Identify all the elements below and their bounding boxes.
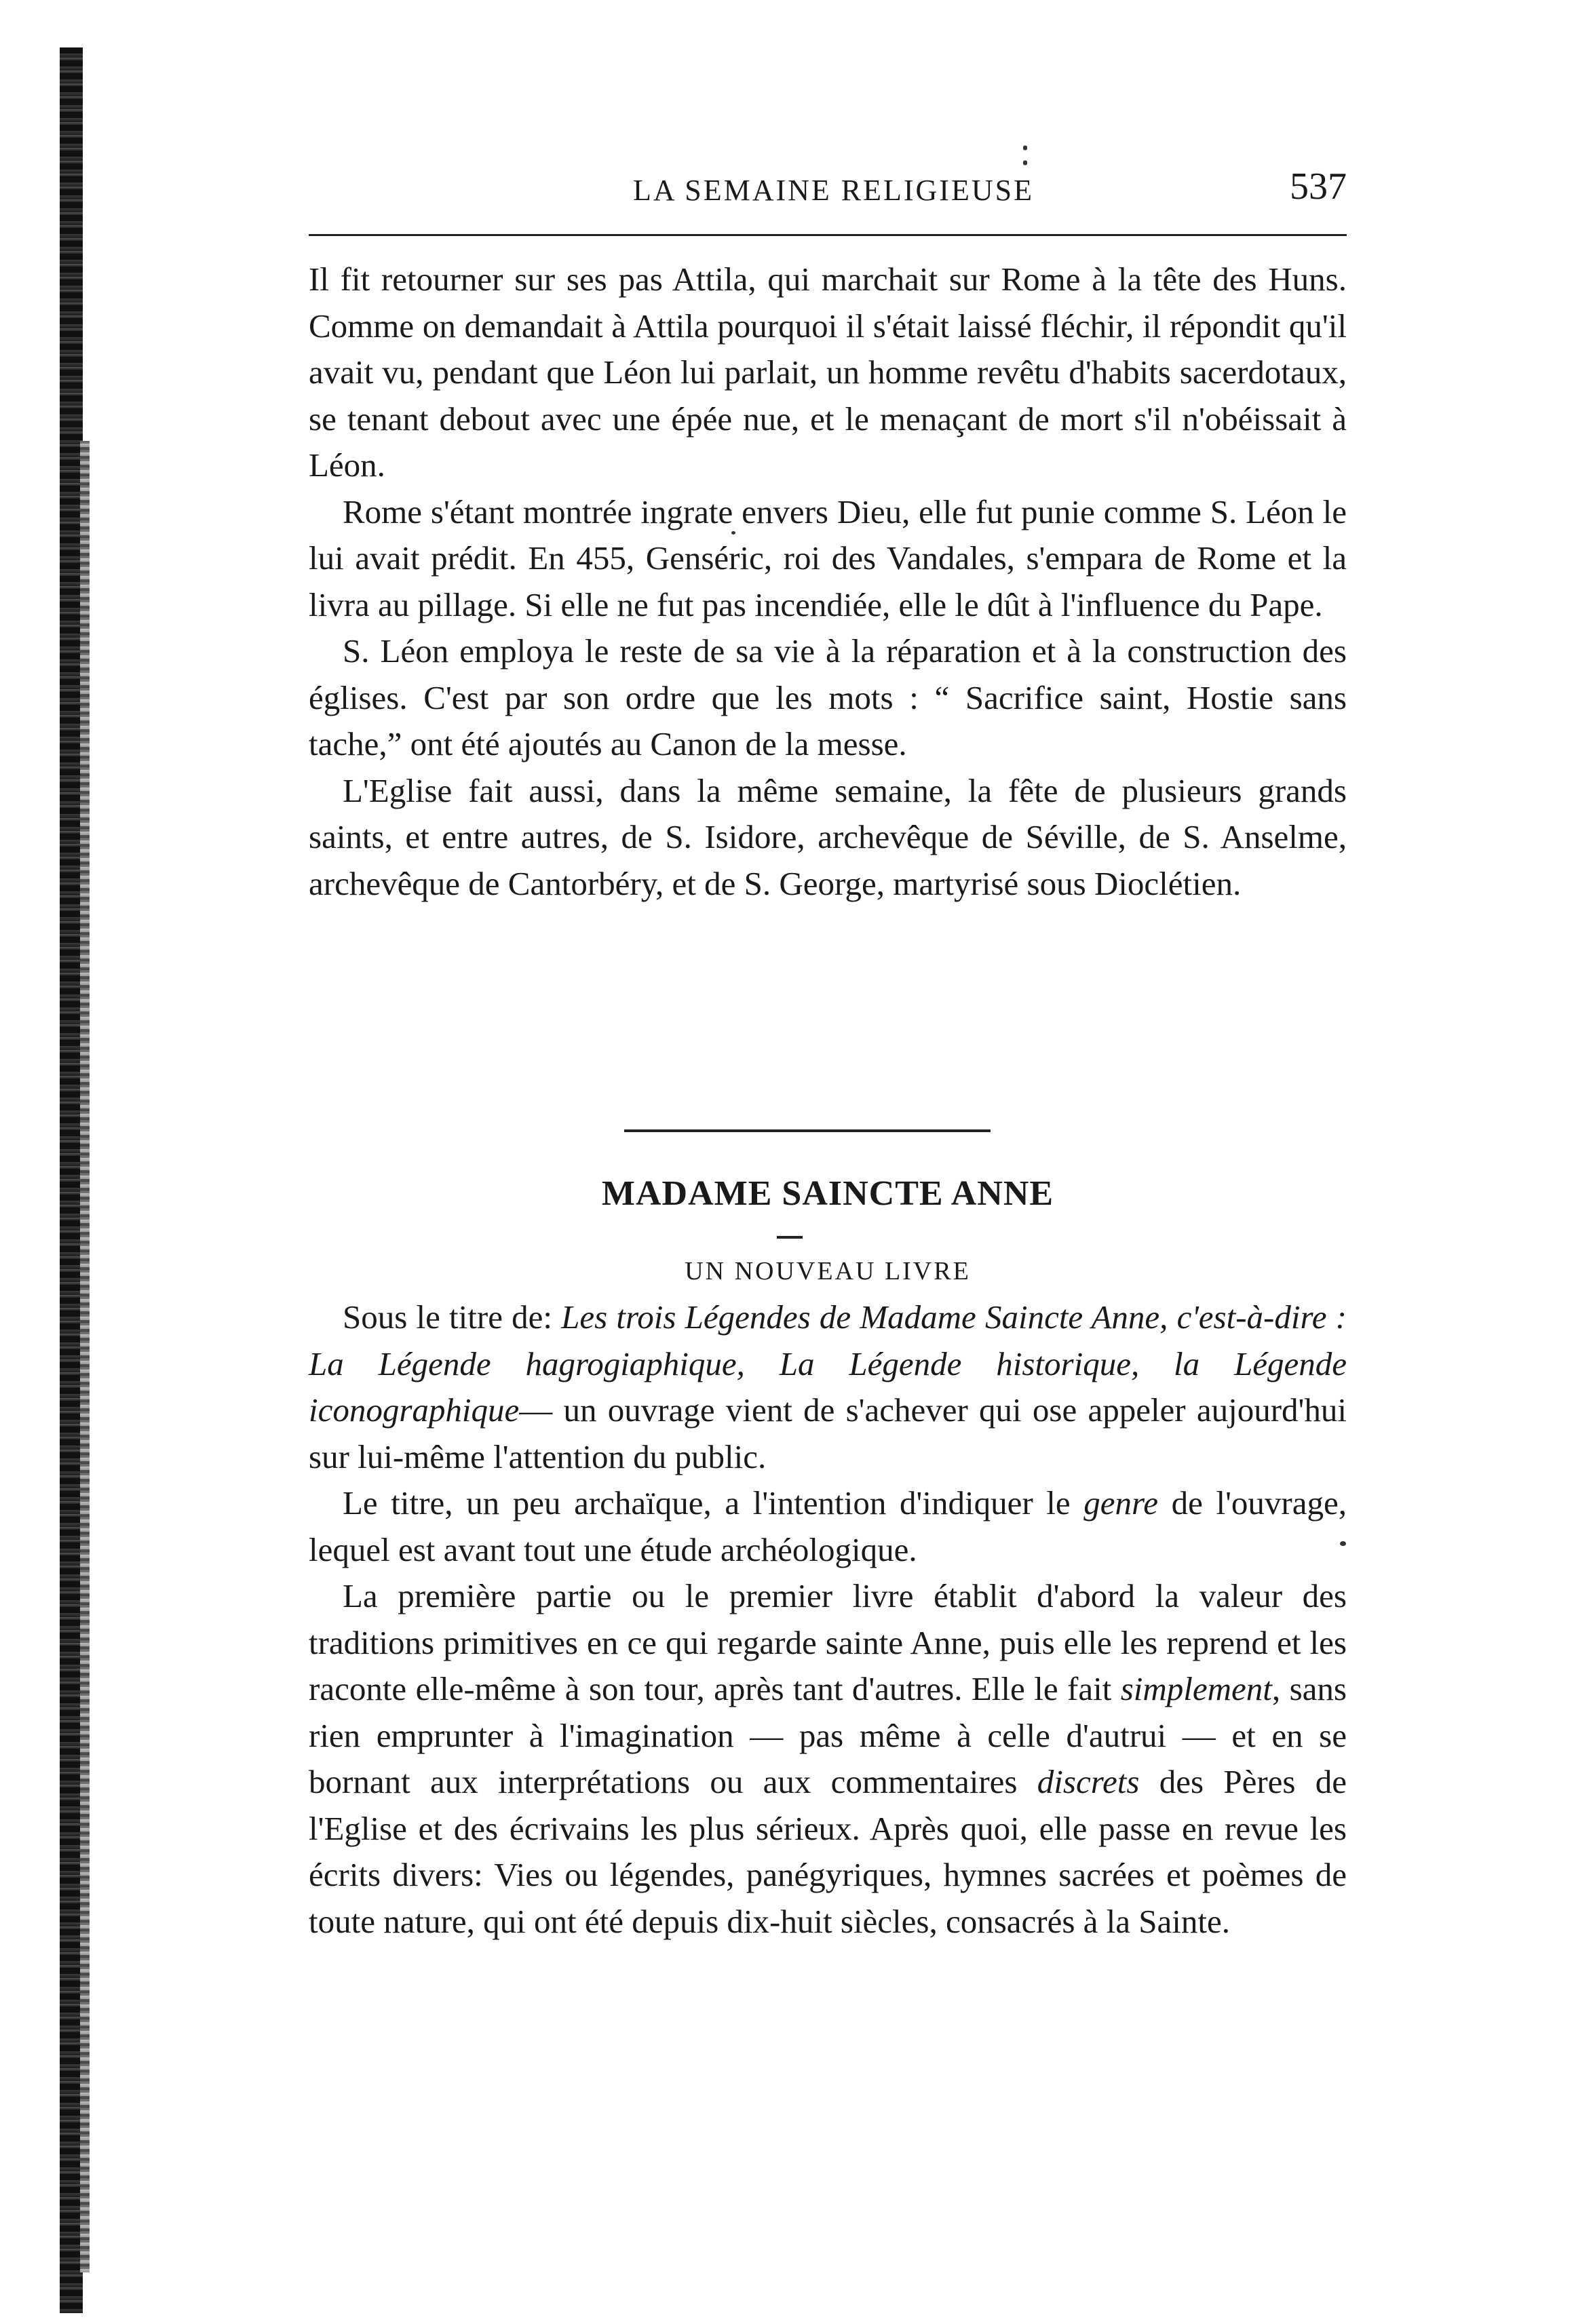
running-head: LA SEMAINE RELIGIEUSE <box>633 174 1034 207</box>
paragraph-rome: Rome s'étant montrée ingrate envers Dieu, elle fut punie comme S. Léon le lui avait prédit. En 455, Genséric, roi des Vandales, s'empara de Rome et la livra au pillage. Si elle ne fut pas incendiée, elle le dût à l'influence du Pape. <box>309 492 1347 623</box>
page-header <box>309 166 1347 220</box>
article-subtitle: UN NOUVEAU LIVRE <box>685 1257 971 1285</box>
first-part-b: , sans rien emprunter à l'imagination — pas même à celle d'autrui — et en se bornant aux interprétations ou aux commentaires <box>309 1670 1347 1800</box>
paragraph-book-title <box>309 1294 1347 1480</box>
book-title: Les trois Légendes de Madame Saincte Anne, c'est-à-dire : La Légende hagrogiaphique, La Légende historique, la Légende iconographique <box>309 1298 1347 1429</box>
binding-edge <box>60 47 83 2313</box>
paragraph-first-part <box>309 1573 1347 1945</box>
paragraph-genre <box>309 1480 1347 1573</box>
first-part-c: des Pères de l'Eglise et des écrivains les plus sérieux. Après quoi, elle passe en revue les écrits divers: Vies ou légendes, panégyriques, hymnes sacrées et poèmes de toute nature, qui ont été depuis dix-huit siècles, consacrés à la Sainte. <box>309 1763 1347 1940</box>
intro-text: Sous le titre de: <box>343 1298 562 1336</box>
paragraph-feasts: L'Eglise fait aussi, dans la même semaine, la fête de plusieurs grands saints, et entre autres, de S. Isidore, archevêque de Séville, de S. Anselme, archevêque de Cantorbéry, et de S. George, martyrisé sous Dioclétien. <box>309 771 1347 902</box>
simplement-emphasis: simplement <box>1120 1670 1272 1707</box>
ink-speck <box>1340 1541 1346 1546</box>
genre-emphasis: genre <box>1083 1484 1158 1522</box>
genre-before: Le titre, un peu archaïque, a l'intention d'indiquer le <box>343 1484 1084 1522</box>
article-title: MADAME SAINCTE ANNE <box>601 1174 1054 1213</box>
genre-after: de l'ouvrage, lequel est avant tout une étude archéologique. <box>309 1484 1347 1568</box>
article-body <box>309 1294 1347 1945</box>
paragraph-churches: S. Léon employa le reste de sa vie à la réparation et à la construction des églises. C'est par son ordre que les mots : “ Sacrifice saint, Hostie sans tache,” ont été ajoutés au Canon de la messe. <box>309 632 1347 762</box>
title-dash <box>777 1236 803 1239</box>
binding-shadow <box>80 441 90 2272</box>
top-section <box>309 256 1347 907</box>
ink-speck <box>731 531 735 535</box>
header-rule <box>309 234 1347 236</box>
header-speck <box>1023 142 1027 170</box>
paragraph-attila: Il fit retourner sur ses pas Attila, qui marchait sur Rome à la tête des Huns. Comme on demandait à Attila pourquoi il s'était laissé fléchir, il répondit qu'il avait vu, pendant que Léon lui parlait, un homme revêtu d'habits sacerdotaux, se tenant debout avec une épée nue, et le menaçant de mort s'il n'obéissait à Léon. <box>309 260 1347 484</box>
section-divider <box>624 1129 991 1132</box>
page-number: 537 <box>1290 166 1347 208</box>
first-part-a: La première partie ou le premier livre établit d'abord la valeur des traditions primitives en ce qui regarde sainte Anne, puis elle les reprend et les raconte elle-même à son tour, après tant d'autres. Elle le fait <box>309 1577 1347 1707</box>
intro-rest: — un ouvrage vient de s'achever qui ose appeler aujourd'hui sur lui-même l'attention du public. <box>309 1391 1347 1475</box>
discrets-emphasis: discrets <box>1037 1763 1140 1800</box>
